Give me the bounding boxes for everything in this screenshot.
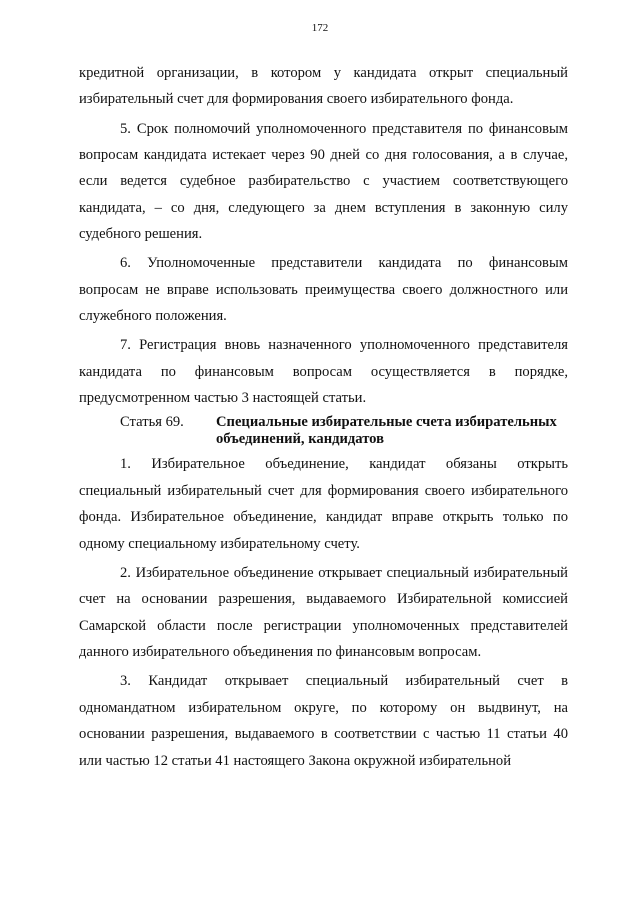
paragraph-item-7: 7. Регистрация вновь назначенного уполномоченного представителя кандидата по финансовым вопросам осуществляется в порядке, предусмотренном частью 3 настоящей статьи. (79, 337, 568, 407)
document-body (79, 60, 568, 777)
article-heading (79, 414, 568, 448)
paragraph-item-5: 5. Срок полномочий уполномоченного представителя по финансовым вопросам кандидата истекает через 90 дней со дня голосования, а в случае, если ведется судебное разбирательство с участием соответствующего кандидата, – со дня, следующего за днем вступления в законную силу судебного решения. (79, 120, 568, 243)
paragraph-article-item-2: 2. Избирательное объединение открывает специальный избирательный счет на основании разрешения, выдаваемого Избирательной комиссией Самарской области после регистрации уполномоченных представителей данного избирательного объединения по финансовым вопросам. (79, 564, 568, 661)
paragraph-item-6: 6. Уполномоченные представители кандидата по финансовым вопросам не вправе использовать преимущества своего должностного или служебного положения. (79, 255, 568, 325)
paragraph-continuation: кредитной организации, в котором у кандидата открыт специальный избирательный счет для формирования своего избирательного фонда. (79, 65, 568, 108)
page-number: 172 (311, 22, 329, 34)
paragraph-article-item-1: 1. Избирательное объединение, кандидат обязаны открыть специальный избирательный счет для формирования своего избирательного фонда. Избирательное объединение, кандидат вправе открыть только по одному специальному избирательному счету. (79, 456, 568, 552)
article-label: Статья 69. (120, 414, 184, 431)
article-title: Специальные избирательные счета избирательных объединений, кандидатов (216, 414, 557, 448)
paragraph-article-item-3: 3. Кандидат открывает специальный избирательный счет в одномандатном избирательном округе, по которому он выдвинут, на основании разрешения, выдаваемого в соответствии с частью 11 статьи 40 или частью 12 статьи 41 настоящего Закона окружной избирательной (79, 673, 568, 769)
